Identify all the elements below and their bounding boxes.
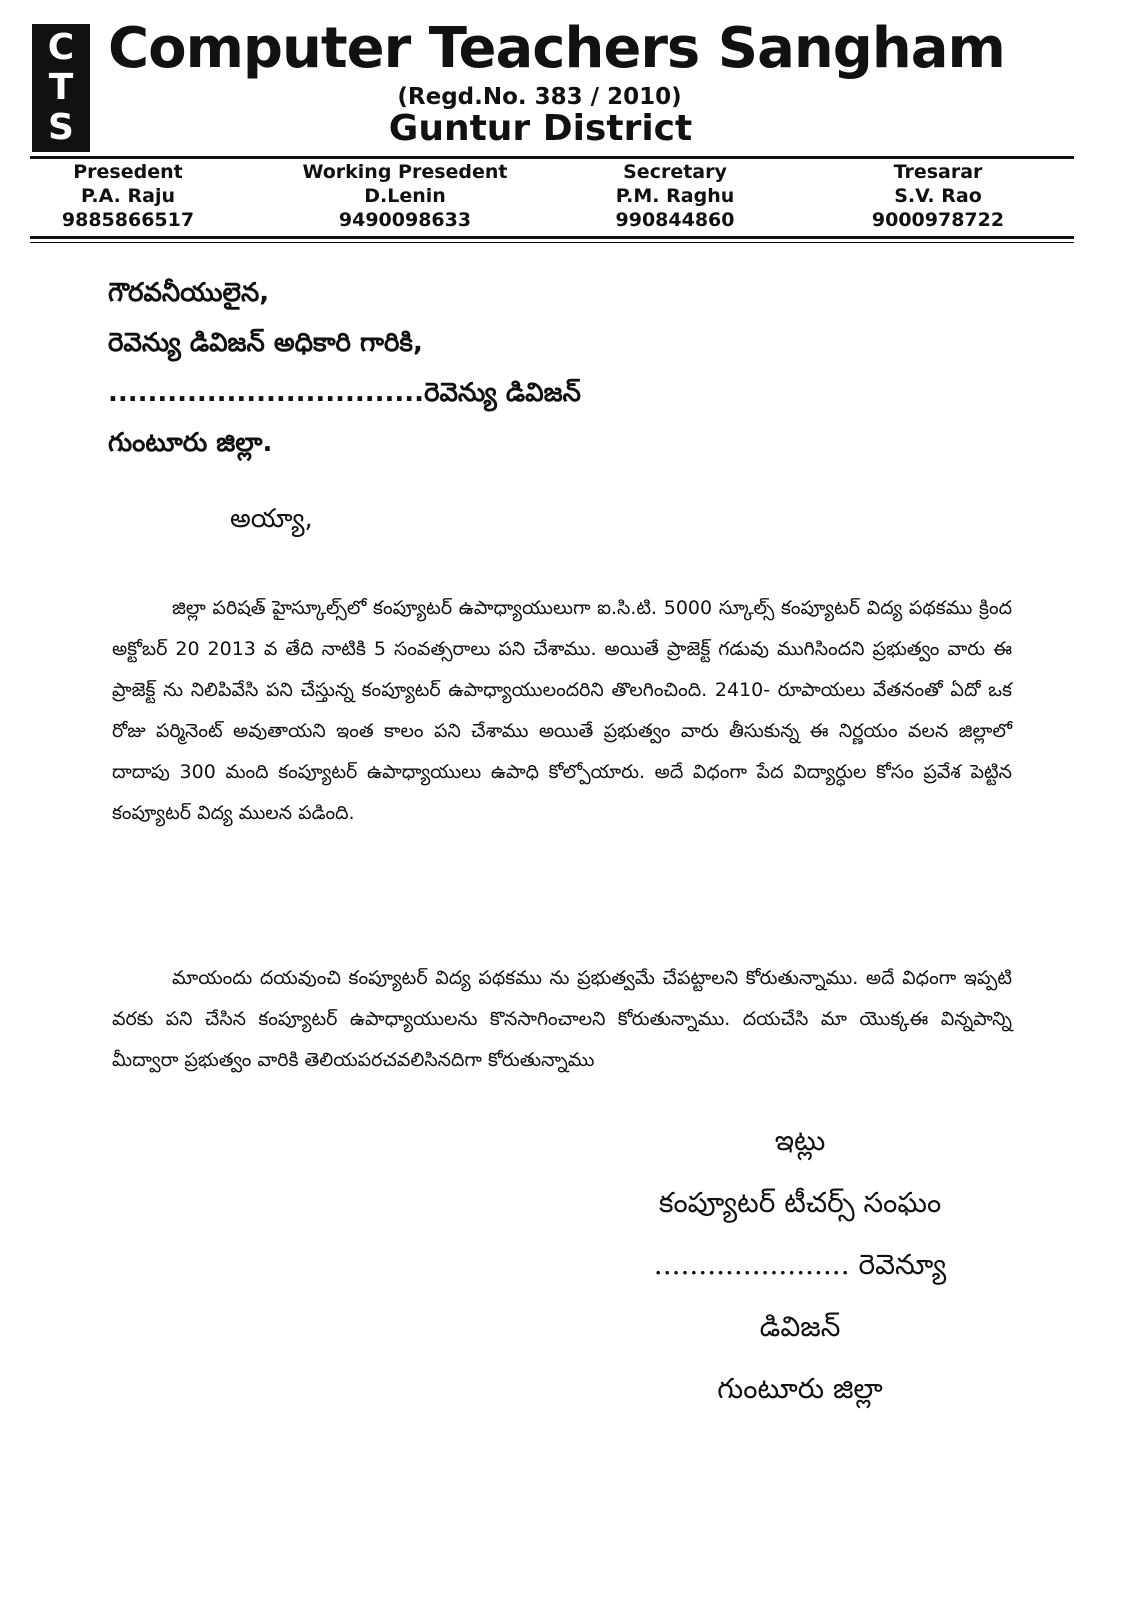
body-paragraph-1: జిల్లా పరిషత్ హైస్కూల్స్‌లో కంప్యూటర్ ఉపాధ్యాయులుగా ఐ.సి.టి. 5000 స్కూల్స్ కంప్యూటర్ విద్య పథకము క్రింద అక్టోబర్ 20 2013 వ తేది నాటికి 5 సంవత్సరాలు పని చేశాము. అయితే ప్రాజెక్ట్ గడువు ముగిసిందని ప్రభుత్వం వారు ఈ ప్రాజెక్ట్ ను నిలిపివేసి పని చేస్తున్న కంప్యూటర్ ఉపాధ్యాయులందరిని తొలగించింది. 2410- రూపాయలు వేతనంతో ఏదో ఒక రోజు పర్మినెంట్ అవుతాయని ఇంత కాలం పని చేశాము అయితే ప్రభుత్వం వారు తీసుకున్న ఈ నిర్ణయం వలన జిల్లాలో దాదాపు 300 మంది కంప్యూటర్ ఉపాధ్యాయులు ఉపాధి కోల్పోయారు. అదే విధంగా పేద విద్యార్ధుల కోసం ప్రవేశ పెట్టిన కంప్యూటర్ విద్య ములన పడింది. bbox=[112, 597, 1012, 824]
signature-line: కంప్యూటర్ టీచర్స్ సంఘం bbox=[658, 1186, 942, 1219]
address-line: రెవెన్యు డివిజన్ అధికారి గారికి, bbox=[108, 328, 423, 358]
district-name bbox=[0, 108, 1131, 149]
regd-number-text: (Regd.No. 383 / 2010) bbox=[397, 84, 682, 110]
office-name: P.A. Raju bbox=[80, 185, 176, 207]
body-paragraph-2: మాయందు దయవుంచి కంప్యూటర్ విద్య పథకము ను ప్రభుత్వమే చేపట్టాలని కోరుతున్నాము. అదే విధంగా ఇప్పటి వరకు పని చేసిన కంప్యూటర్ ఉపాధ్యాయులను కొనసాగించాలని కోరుతున్నాము. దయచేసి మా యొక్కఈ విన్నపాన్ని మీద్వారా ప్రభుత్వం వారికి తెలియపరచవలిసినదిగా కోరుతున్నాము bbox=[112, 967, 1012, 1071]
office-name: D.Lenin bbox=[364, 185, 446, 207]
logo-letter-s: S bbox=[48, 107, 74, 148]
office-phone: 990844860 bbox=[615, 209, 735, 231]
office-bearer-president bbox=[8, 160, 248, 232]
office-bearer-secretary bbox=[555, 160, 795, 232]
office-name: S.V. Rao bbox=[894, 185, 982, 207]
signature-line: ఇట్లు bbox=[774, 1124, 826, 1157]
address-line: గుంటూరు జిల్లా. bbox=[108, 428, 273, 458]
office-phone: 9000978722 bbox=[871, 209, 1005, 231]
address-line: ................................రెవెన్యు డివిజన్ bbox=[108, 378, 581, 408]
office-phone: 9885866517 bbox=[61, 209, 195, 231]
regd-number bbox=[0, 84, 1131, 110]
org-name: Computer Teachers Sangham bbox=[108, 16, 1005, 81]
recipient-address bbox=[108, 268, 581, 468]
letterhead-bottom-rule bbox=[30, 236, 1074, 239]
office-role: Working Presedent bbox=[302, 161, 508, 183]
office-bearer-working-president bbox=[285, 160, 525, 232]
office-name: P.M. Raghu bbox=[615, 185, 735, 207]
signature-block bbox=[620, 1110, 980, 1420]
office-bearer-treasurer bbox=[818, 160, 1058, 232]
signature-line: ...................... రెవెన్యూ డివిజన్ bbox=[653, 1248, 947, 1343]
logo-letter-t: T bbox=[48, 67, 74, 108]
office-role: Tresarar bbox=[893, 161, 983, 183]
address-line: గౌరవనీయులైన, bbox=[108, 278, 270, 308]
logo-letter-c: C bbox=[47, 27, 75, 68]
office-role: Presedent bbox=[73, 161, 183, 183]
salutation: అయ్యా, bbox=[230, 504, 313, 534]
signature-line: గుంటూరు జిల్లా bbox=[717, 1372, 883, 1405]
district-name-text: Guntur District bbox=[388, 108, 693, 149]
office-role: Secretary bbox=[623, 161, 727, 183]
header-divider bbox=[30, 156, 1074, 159]
office-phone: 9490098633 bbox=[338, 209, 472, 231]
letterhead-bottom-rule-thin bbox=[30, 242, 1074, 243]
